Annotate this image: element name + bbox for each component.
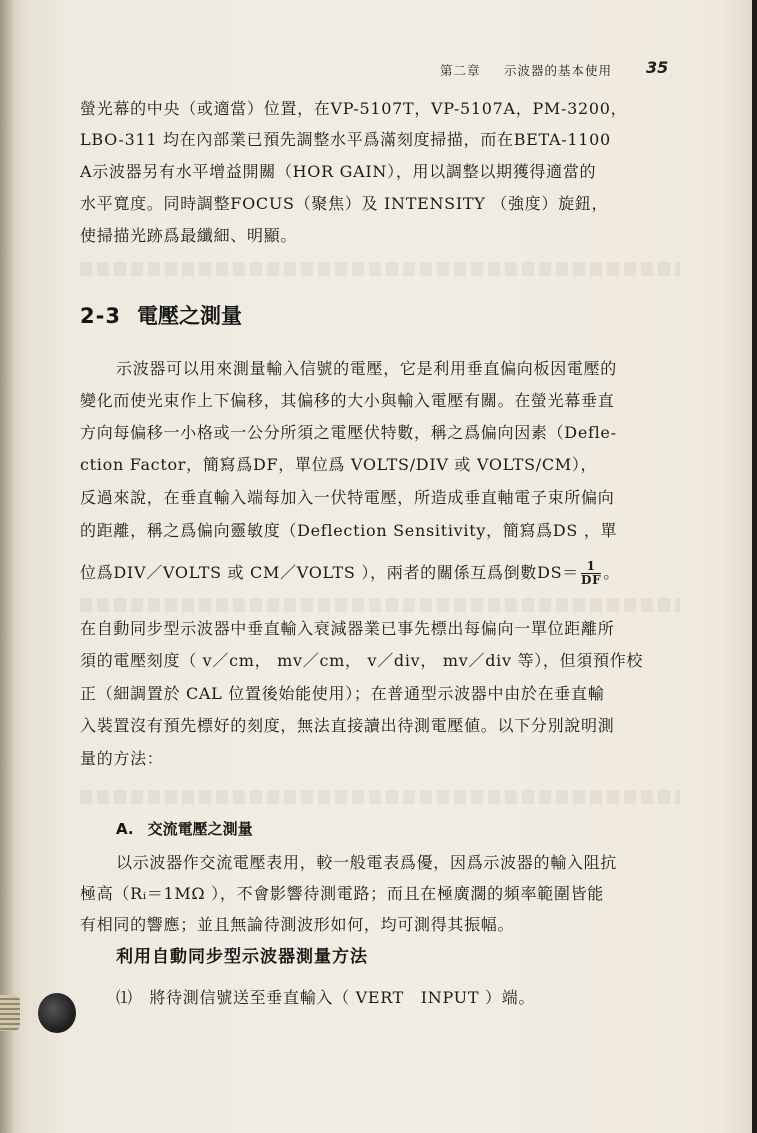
reciprocal-fraction	[581, 560, 601, 587]
page-number: 35	[646, 58, 669, 77]
text-line: 以示波器作交流電壓表用，較一般電表爲優，因爲示波器的輸入阻抗	[116, 853, 618, 872]
text-line: LBO-311 均在內部業已預先調整水平爲滿刻度掃描，而在BETA-1100	[80, 130, 611, 149]
text-line: 螢光幕的中央（或適當）位置，在VP-5107T，VP-5107A，PM-3200，	[80, 99, 628, 118]
text-line: 有相同的響應；並且無論待測波形如何，均可測得其振幅。	[80, 915, 515, 934]
text-line: 入裝置沒有預先標好的刻度，無法直接讀出待測電壓値。以下分別說明測	[80, 716, 615, 735]
binding-ring	[0, 995, 20, 1031]
step-item: ⑴ 將待測信號送至垂直輸入（ VERT INPUT ）端。	[116, 988, 536, 1007]
section-heading	[80, 300, 242, 330]
text-line: 示波器可以用來測量輸入信號的電壓，它是利用垂直偏向板因電壓的	[116, 359, 618, 378]
text-line: 水平寬度。同時調整FOCUS（聚焦）及 INTENSITY （強度）旋鈕，	[80, 194, 609, 213]
subsection-title: 交流電壓之測量	[147, 820, 253, 838]
chapter-title: 示波器的基本使用	[504, 63, 613, 78]
text-line: 量的方法：	[80, 749, 164, 768]
text-line: 正（細調置於 CAL 位置後始能使用）；在普通型示波器中由於在垂直輸	[80, 684, 605, 703]
text-line: 須的電壓刻度（ v／cm， mv／cm， v／div， mv／div 等），但須預作校	[80, 651, 644, 670]
text-line: 變化而使光束作上下偏移，其偏移的大小與輸入電壓有關。在螢光幕垂直	[80, 391, 615, 410]
text-line: 的距離，稱之爲偏向靈敏度（Deflection Sensitivity，簡寫爲DS ，單	[80, 521, 618, 540]
text-line: 反過來說，在垂直輸入端每加入一伏特電壓，所造成垂直軸電子束所偏向	[80, 488, 615, 507]
text-line: 方向每偏移一小格或一公分所須之電壓伏特數，稱之爲偏向因素（Defle-	[80, 423, 617, 442]
method-heading: 利用自動同步型示波器測量方法	[116, 947, 368, 967]
text-line: ction Factor，簡寫爲DF，單位爲 VOLTS/DIV 或 VOLTS/CM），	[80, 455, 598, 474]
page-edge-shadow	[752, 0, 757, 1133]
formula-end: 。	[603, 563, 620, 582]
running-header	[440, 58, 680, 80]
punch-hole	[38, 993, 76, 1033]
text-line: 在自動同步型示波器中垂直輸入衰減器業已事先標出每偏向一單位距離所	[80, 619, 615, 638]
formula-line	[80, 560, 680, 587]
bleed-through	[80, 790, 680, 804]
page-gutter-shadow	[0, 0, 14, 1133]
subsection-letter: A.	[116, 820, 134, 838]
subsection-heading	[116, 818, 253, 839]
text-line: 極高（Rᵢ＝1MΩ ），不會影響待測電路；而且在極廣濶的頻率範圍皆能	[80, 884, 604, 903]
section-number: 2-3	[80, 304, 121, 328]
bleed-through	[80, 598, 680, 612]
fraction-denominator: DF	[580, 573, 602, 587]
text-line: 使掃描光跡爲最纖細、明顯。	[80, 226, 298, 245]
fraction-numerator: 1	[581, 560, 601, 574]
chapter-label: 第二章	[440, 63, 481, 78]
bleed-through	[80, 262, 680, 276]
text-line: A示波器另有水平增益開關（HOR GAIN），用以調整以期獲得適當的	[80, 162, 597, 181]
formula-text: 位爲DIV／VOLTS 或 CM／VOLTS ），兩者的關係互爲倒數DS＝	[80, 563, 579, 582]
section-title: 電壓之測量	[136, 304, 242, 328]
